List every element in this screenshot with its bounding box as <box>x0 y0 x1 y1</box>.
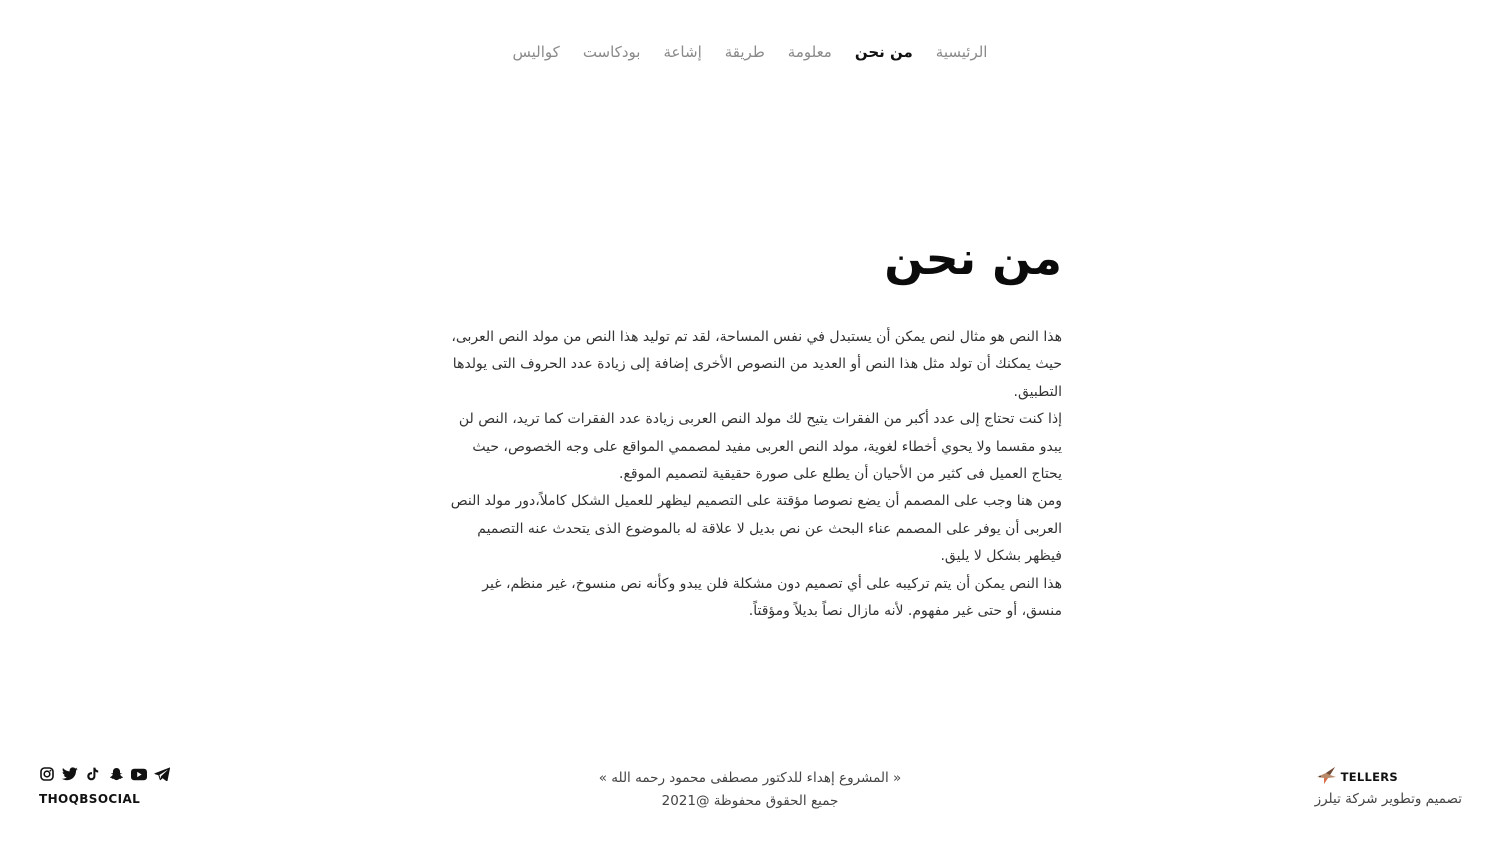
twitter-icon[interactable] <box>62 766 78 782</box>
paragraph: إذا كنت تحتاج إلى عدد أكبر من الفقرات يتيح لك مولد النص العربى زيادة عدد الفقرات كما تريد، النص لن يبدو مقسما ولا يحوي أخطاء لغوية، مولد النص العربى مفيد لمصممي المواقع على وجه الخصوص، حيث يحتاج العميل فى كثير من الأحيان أن يطلع على صورة حقيقية لتصميم الموقع. <box>458 411 1062 483</box>
dedication-text: « المشروع إهداء للدكتور مصطفى محمود رحمه الله » <box>598 770 902 786</box>
nav-item-about[interactable]: من نحن <box>854 43 913 61</box>
page-title: من نحن <box>884 231 1062 285</box>
credit-text: تصميم وتطوير شركة تيلرز <box>1314 791 1462 807</box>
nav-item-home[interactable]: الرئيسية <box>935 43 988 61</box>
brand-logo[interactable] <box>1315 766 1462 788</box>
copyright-text: جميع الحقوق محفوظة @2021 <box>661 793 839 809</box>
bird-icon <box>1315 765 1337 789</box>
social-handle[interactable]: THOQBSOCIAL <box>39 792 141 806</box>
paragraph: هذا النص هو مثال لنص يمكن أن يستبدل في نفس المساحة، لقد تم توليد هذا النص من مولد النص العربى، حيث يمكنك أن تولد مثل هذا النص أو العديد من النصوص الأخرى إضافة إلى زيادة عدد الحروف التى يولدها التطبيق. <box>451 329 1062 400</box>
nav-item-podcast[interactable]: بودكاست <box>582 43 641 61</box>
social-links <box>39 766 170 782</box>
footer-brand <box>1315 766 1462 810</box>
snapchat-icon[interactable] <box>108 766 124 782</box>
about-section <box>440 220 1062 625</box>
tiktok-icon[interactable] <box>85 766 101 782</box>
telegram-icon[interactable] <box>154 766 170 782</box>
paragraph: هذا النص يمكن أن يتم تركيبه على أي تصميم دون مشكلة فلن يبدو وكأنه نص منسوخ، غير منظم، غير منسق، أو حتى غير مفهوم. لأنه مازال نصاً بديلاً ومؤقتاً. <box>482 575 1062 620</box>
brand-name: TELLERS <box>1340 770 1399 784</box>
footer-center <box>500 767 1000 813</box>
main-nav <box>0 40 1500 64</box>
footer-social <box>39 766 170 806</box>
nav-item-info[interactable]: معلومة <box>787 43 832 61</box>
youtube-icon[interactable] <box>131 766 147 782</box>
nav-item-rumor[interactable]: إشاعة <box>663 43 702 61</box>
instagram-icon[interactable] <box>39 766 55 782</box>
nav-item-backstage[interactable]: كواليس <box>512 43 560 61</box>
paragraph: ومن هنا وجب على المصمم أن يضع نصوصا مؤقتة على التصميم ليظهر للعميل الشكل كاملاً،دور مولد النص العربى أن يوفر على المصمم عناء البحث عن نص بديل لا علاقة له بالموضوع الذى يتحدث عنه التصميم فيظهر بشكل لا يليق. <box>450 493 1062 565</box>
nav-item-method[interactable]: طريقة <box>724 43 765 61</box>
about-body <box>440 324 1062 625</box>
nav-list <box>513 40 988 64</box>
